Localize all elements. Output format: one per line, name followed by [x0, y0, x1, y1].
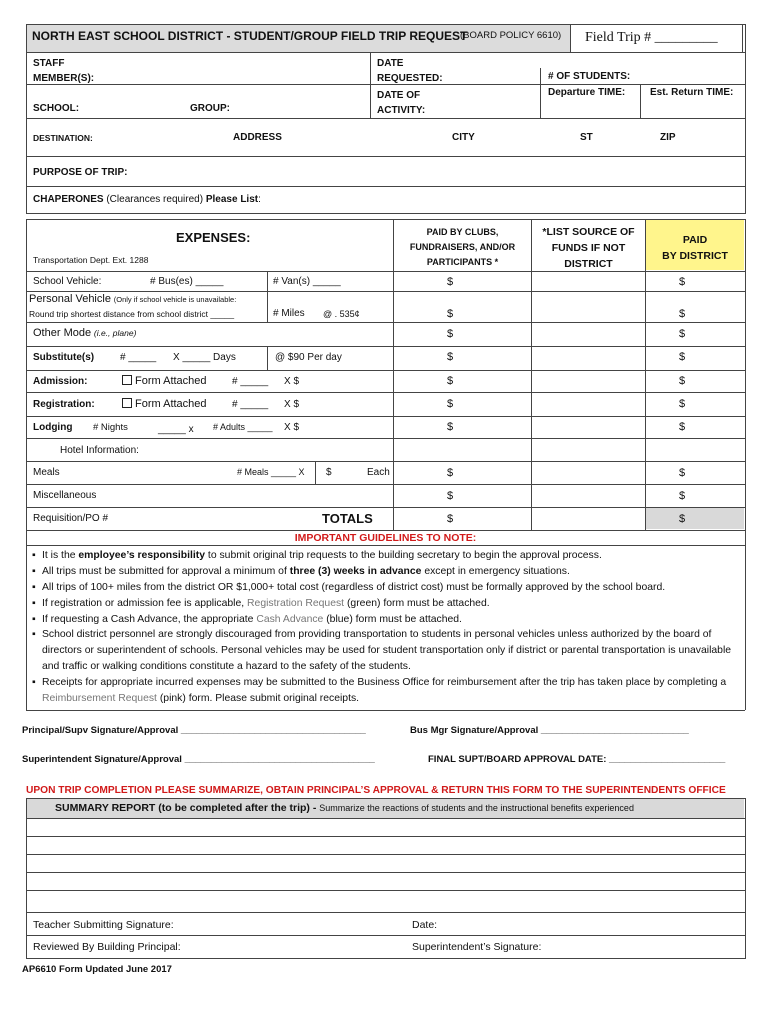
g1-pre: It is the	[42, 550, 79, 561]
admission-x-dollar: X $	[284, 376, 300, 387]
date-activity-line1: DATE OF	[377, 90, 421, 101]
district-dollar-misc: $	[679, 490, 686, 502]
meals-dollar: $	[326, 467, 332, 478]
col-source-line1: *LIST SOURCE OF	[542, 226, 635, 238]
vans-field[interactable]: # Van(s) _____	[273, 276, 341, 287]
col-paid-by-district	[646, 232, 744, 264]
col-clubs-line3: PARTICIPANTS *	[426, 257, 499, 267]
col-district-line2: BY DISTRICT	[662, 250, 728, 262]
admission-label: Admission:	[33, 376, 88, 387]
field-trip-number[interactable]: Field Trip # _________	[585, 30, 718, 45]
sub-days-field[interactable]: X _____ Days	[173, 352, 236, 363]
date-activity-line2: ACTIVITY:	[377, 105, 426, 116]
district-dollar-personal: $	[679, 308, 686, 320]
other-mode-note: (i.e., plane)	[93, 328, 137, 338]
sub-rate: @ $90 Per day	[275, 352, 342, 363]
col-district-line1: PAID	[682, 234, 708, 246]
district-dollar-admission: $	[679, 375, 686, 387]
chaperones-please-list: Please List	[205, 194, 259, 205]
g5-post: (blue) form must be attached.	[323, 614, 462, 625]
staff-members-label	[33, 56, 94, 86]
g6-text: School district personnel are strongly discouraged from providing transportation to students in personal vehicles unless authorized by the board of directors or superintendent of schools. Personal vehicles may be used for student transportation only if district or parental transportation is unavailable and traffic or walking conditions constitute a hazard to the safety of the students.	[42, 629, 732, 672]
school-vehicle-label: School Vehicle:	[33, 276, 102, 287]
lodging-label: Lodging	[33, 422, 73, 433]
g7-post: (pink) form. Please submit original receipts.	[156, 692, 360, 704]
guideline-7: ▪ Receipts for appropriate incurred expenses may be submitted to the Business Office for reimbursement after the trip has taken place by completing a Reimbursement Request (pink) form. Please submit original receipts.	[32, 677, 727, 704]
num-students-label: # OF STUDENTS:	[548, 71, 631, 82]
registration-request-link[interactable]: Registration Request	[247, 598, 345, 609]
misc-label: Miscellaneous	[33, 490, 97, 501]
group-label: GROUP:	[190, 103, 230, 114]
requisition-label: Requisition/PO #	[33, 513, 109, 524]
bus-mgr-signature[interactable]: Bus Mgr Signature/Approval ____________________________	[410, 725, 689, 736]
clubs-dollar-lodging: $	[447, 421, 454, 433]
admission-form-label: Form Attached	[135, 375, 207, 387]
staff-label-line2: MEMBER(S):	[33, 73, 95, 84]
meals-label: Meals	[33, 467, 60, 478]
col-source-line3: DISTRICT	[564, 258, 613, 270]
summary-header	[55, 802, 634, 814]
date-activity-label	[377, 88, 425, 118]
clubs-dollar-totals: $	[447, 513, 454, 525]
admission-checkbox[interactable]	[122, 375, 132, 385]
guidelines-title: IMPORTANT GUIDELINES TO NOTE:	[294, 532, 477, 544]
other-mode-title: Other Mode	[33, 327, 92, 339]
personal-vehicle-title: Personal Vehicle	[29, 293, 111, 305]
g2-pre: All trips must be submitted for approval a minimum of	[42, 566, 290, 577]
summary-subtitle: Summarize the reactions of students and the instructional benefits experienced	[319, 803, 634, 813]
reviewed-by-principal-label[interactable]: Reviewed By Building Principal:	[33, 941, 181, 953]
guideline-5: ▪ If requesting a Cash Advance, the appropriate Cash Advance (blue) form must be attached.	[32, 614, 462, 625]
registration-label: Registration:	[33, 399, 95, 410]
zip-label: ZIP	[660, 132, 676, 143]
purpose-label: PURPOSE OF TRIP:	[33, 167, 128, 178]
hotel-info-label: Hotel Information:	[60, 445, 139, 456]
g3-text: All trips of 100+ miles from the district OR $1,000+ total cost (regardless of district cost) must be formally approved by the school board.	[42, 582, 666, 593]
district-dollar-school-vehicle: $	[679, 276, 686, 288]
date-label-line1: DATE	[377, 58, 404, 69]
clubs-dollar-meals: $	[447, 467, 454, 479]
buses-field[interactable]: # Bus(es) _____	[150, 276, 224, 287]
staff-label-line1: STAFF	[33, 58, 65, 69]
chaperones-mid: (Clearances required)	[103, 194, 206, 205]
final-approval-date[interactable]: FINAL SUPT/BOARD APPROVAL DATE: ______________________	[428, 754, 726, 765]
g4-post: (green) form must be attached.	[344, 598, 490, 609]
meals-each: Each	[367, 467, 390, 478]
adults-field[interactable]: # Adults _____	[213, 422, 273, 432]
col-clubs-line1: PAID BY CLUBS,	[426, 227, 499, 237]
city-label: CITY	[452, 132, 475, 143]
form-id-footer: AP6610 Form Updated June 2017	[22, 964, 172, 975]
mileage-rate: @ . 535¢	[323, 309, 360, 319]
miles-label: # Miles	[273, 308, 305, 319]
transport-dept: Transportation Dept. Ext. 1288	[33, 255, 149, 265]
return-time-label: Est. Return TIME:	[650, 87, 734, 98]
superintendent-signature[interactable]: Superintendent Signature/Approval ____________________________________	[22, 754, 375, 765]
personal-vehicle-label	[29, 293, 236, 305]
guideline-4: ▪ If registration or admission fee is applicable, Registration Request (green) form must be attached.	[32, 598, 490, 609]
summary-line-4[interactable]	[27, 873, 744, 890]
clubs-dollar-admission: $	[447, 375, 454, 387]
school-label: SCHOOL:	[33, 103, 80, 114]
nights-label: # Nights	[93, 422, 128, 433]
admission-form-attached[interactable]	[122, 375, 207, 387]
g1-bold: employee’s responsibility	[78, 550, 206, 561]
cash-advance-link[interactable]: Cash Advance	[256, 614, 324, 625]
summary-title: SUMMARY REPORT (to be completed after the trip) -	[55, 802, 320, 814]
summary-line-3[interactable]	[27, 855, 744, 872]
clubs-dollar-other: $	[447, 328, 454, 340]
state-label: ST	[580, 132, 593, 143]
round-trip-field[interactable]: Round trip shortest distance from school district _____	[29, 309, 235, 319]
chaperones-label	[33, 194, 261, 205]
clubs-dollar-registration: $	[447, 398, 454, 410]
meals-count[interactable]: # Meals _____ X	[237, 467, 305, 477]
form-title: NORTH EAST SCHOOL DISTRICT - STUDENT/GROUP FIELD TRIP REQUEST	[32, 29, 468, 43]
chaperones-end: :	[258, 194, 261, 205]
date-label-line2: REQUESTED:	[377, 73, 443, 84]
col-clubs-line2: FUNDRAISERS, AND/OR	[409, 242, 516, 252]
chaperones-bold: CHAPERONES	[33, 194, 104, 205]
admission-count[interactable]: # _____	[232, 376, 269, 387]
g1-post: to submit original trip requests to the building secretary to begin the approval process.	[205, 550, 602, 561]
sub-count-field[interactable]: # _____	[120, 352, 157, 363]
district-dollar-other: $	[679, 328, 686, 340]
col-list-source	[532, 224, 645, 272]
principal-signature[interactable]: Principal/Supv Signature/Approval ___________________________________	[22, 725, 366, 736]
totals-label: TOTALS	[322, 511, 373, 526]
lodging-x-dollar: X $	[284, 422, 300, 433]
registration-form-label: Form Attached	[135, 398, 207, 410]
registration-checkbox[interactable]	[122, 398, 132, 408]
other-mode-label	[33, 327, 136, 339]
guideline-1: ▪ It is the employee’s responsibility to submit original trip requests to the building secretary to begin the approval process.	[32, 550, 602, 561]
district-dollar-registration: $	[679, 398, 686, 410]
guideline-3: ▪ All trips of 100+ miles from the district OR $1,000+ total cost (regardless of district cost) must be formally approved by the school board.	[32, 580, 742, 596]
expenses-title: EXPENSES:	[176, 230, 251, 245]
summary-line-1[interactable]	[27, 819, 744, 836]
date-requested-label	[377, 56, 443, 86]
col-source-line2: FUNDS IF NOT	[551, 242, 626, 254]
substitutes-label: Substitute(s)	[33, 352, 95, 363]
clubs-dollar-misc: $	[447, 490, 454, 502]
g5-pre: If requesting a Cash Advance, the appropriate	[42, 614, 257, 625]
district-dollar-substitutes: $	[679, 351, 686, 363]
registration-count[interactable]: # _____	[232, 399, 269, 410]
destination-label: DESTINATION:	[33, 133, 93, 143]
g4-pre: If registration or admission fee is applicable,	[42, 598, 248, 609]
personal-vehicle-note: (Only if school vehicle is unavailable:	[113, 295, 237, 304]
clubs-dollar-substitutes: $	[447, 351, 454, 363]
registration-x-dollar: X $	[284, 399, 300, 410]
g2-post: except in emergency situations.	[421, 566, 570, 577]
registration-form-attached[interactable]	[122, 398, 207, 410]
summary-line-2[interactable]	[27, 837, 744, 854]
district-dollar-totals: $	[679, 513, 686, 525]
guideline-2: ▪ All trips must be submitted for approval a minimum of three (3) weeks in advance except in emergency situations.	[32, 566, 570, 577]
departure-time-label: Departure TIME:	[548, 87, 626, 98]
col-paid-by-clubs	[394, 225, 531, 270]
guideline-6: ▪ School district personnel are strongly discouraged from providing transportation to students in personal vehicles unless authorized by the board of directors or superintendent of schools. Personal vehicles may be used for student transportation only if district or parental transportation is unavailable and traffic or walking conditions constitute a hazard to the safety of the students.	[32, 627, 742, 674]
g2-bold: three (3) weeks in advance	[289, 566, 422, 577]
district-dollar-meals: $	[679, 467, 686, 479]
district-dollar-lodging: $	[679, 421, 686, 433]
address-label: ADDRESS	[233, 132, 282, 143]
summary-date-label[interactable]: Date:	[412, 919, 438, 931]
superintendent-signature-label[interactable]: Superintendent’s Signature:	[412, 941, 542, 953]
completion-instruction: UPON TRIP COMPLETION PLEASE SUMMARIZE, OBTAIN PRINCIPAL’S APPROVAL & RETURN THIS FORM TO THE SUPERINTENDENTS OFFICE	[26, 785, 726, 796]
clubs-dollar-school-vehicle: $	[447, 276, 454, 288]
board-policy: (BOARD POLICY 6610)	[460, 30, 562, 41]
nights-field[interactable]: _____ x	[158, 424, 194, 435]
clubs-dollar-personal: $	[447, 308, 454, 320]
teacher-signature-label[interactable]: Teacher Submitting Signature:	[33, 919, 174, 931]
reimbursement-request-link[interactable]: Reimbursement Request	[42, 692, 157, 704]
g7-pre: Receipts for appropriate incurred expenses may be submitted to the Business Office for reimbursement after the trip has taken place by completing a	[42, 677, 727, 688]
